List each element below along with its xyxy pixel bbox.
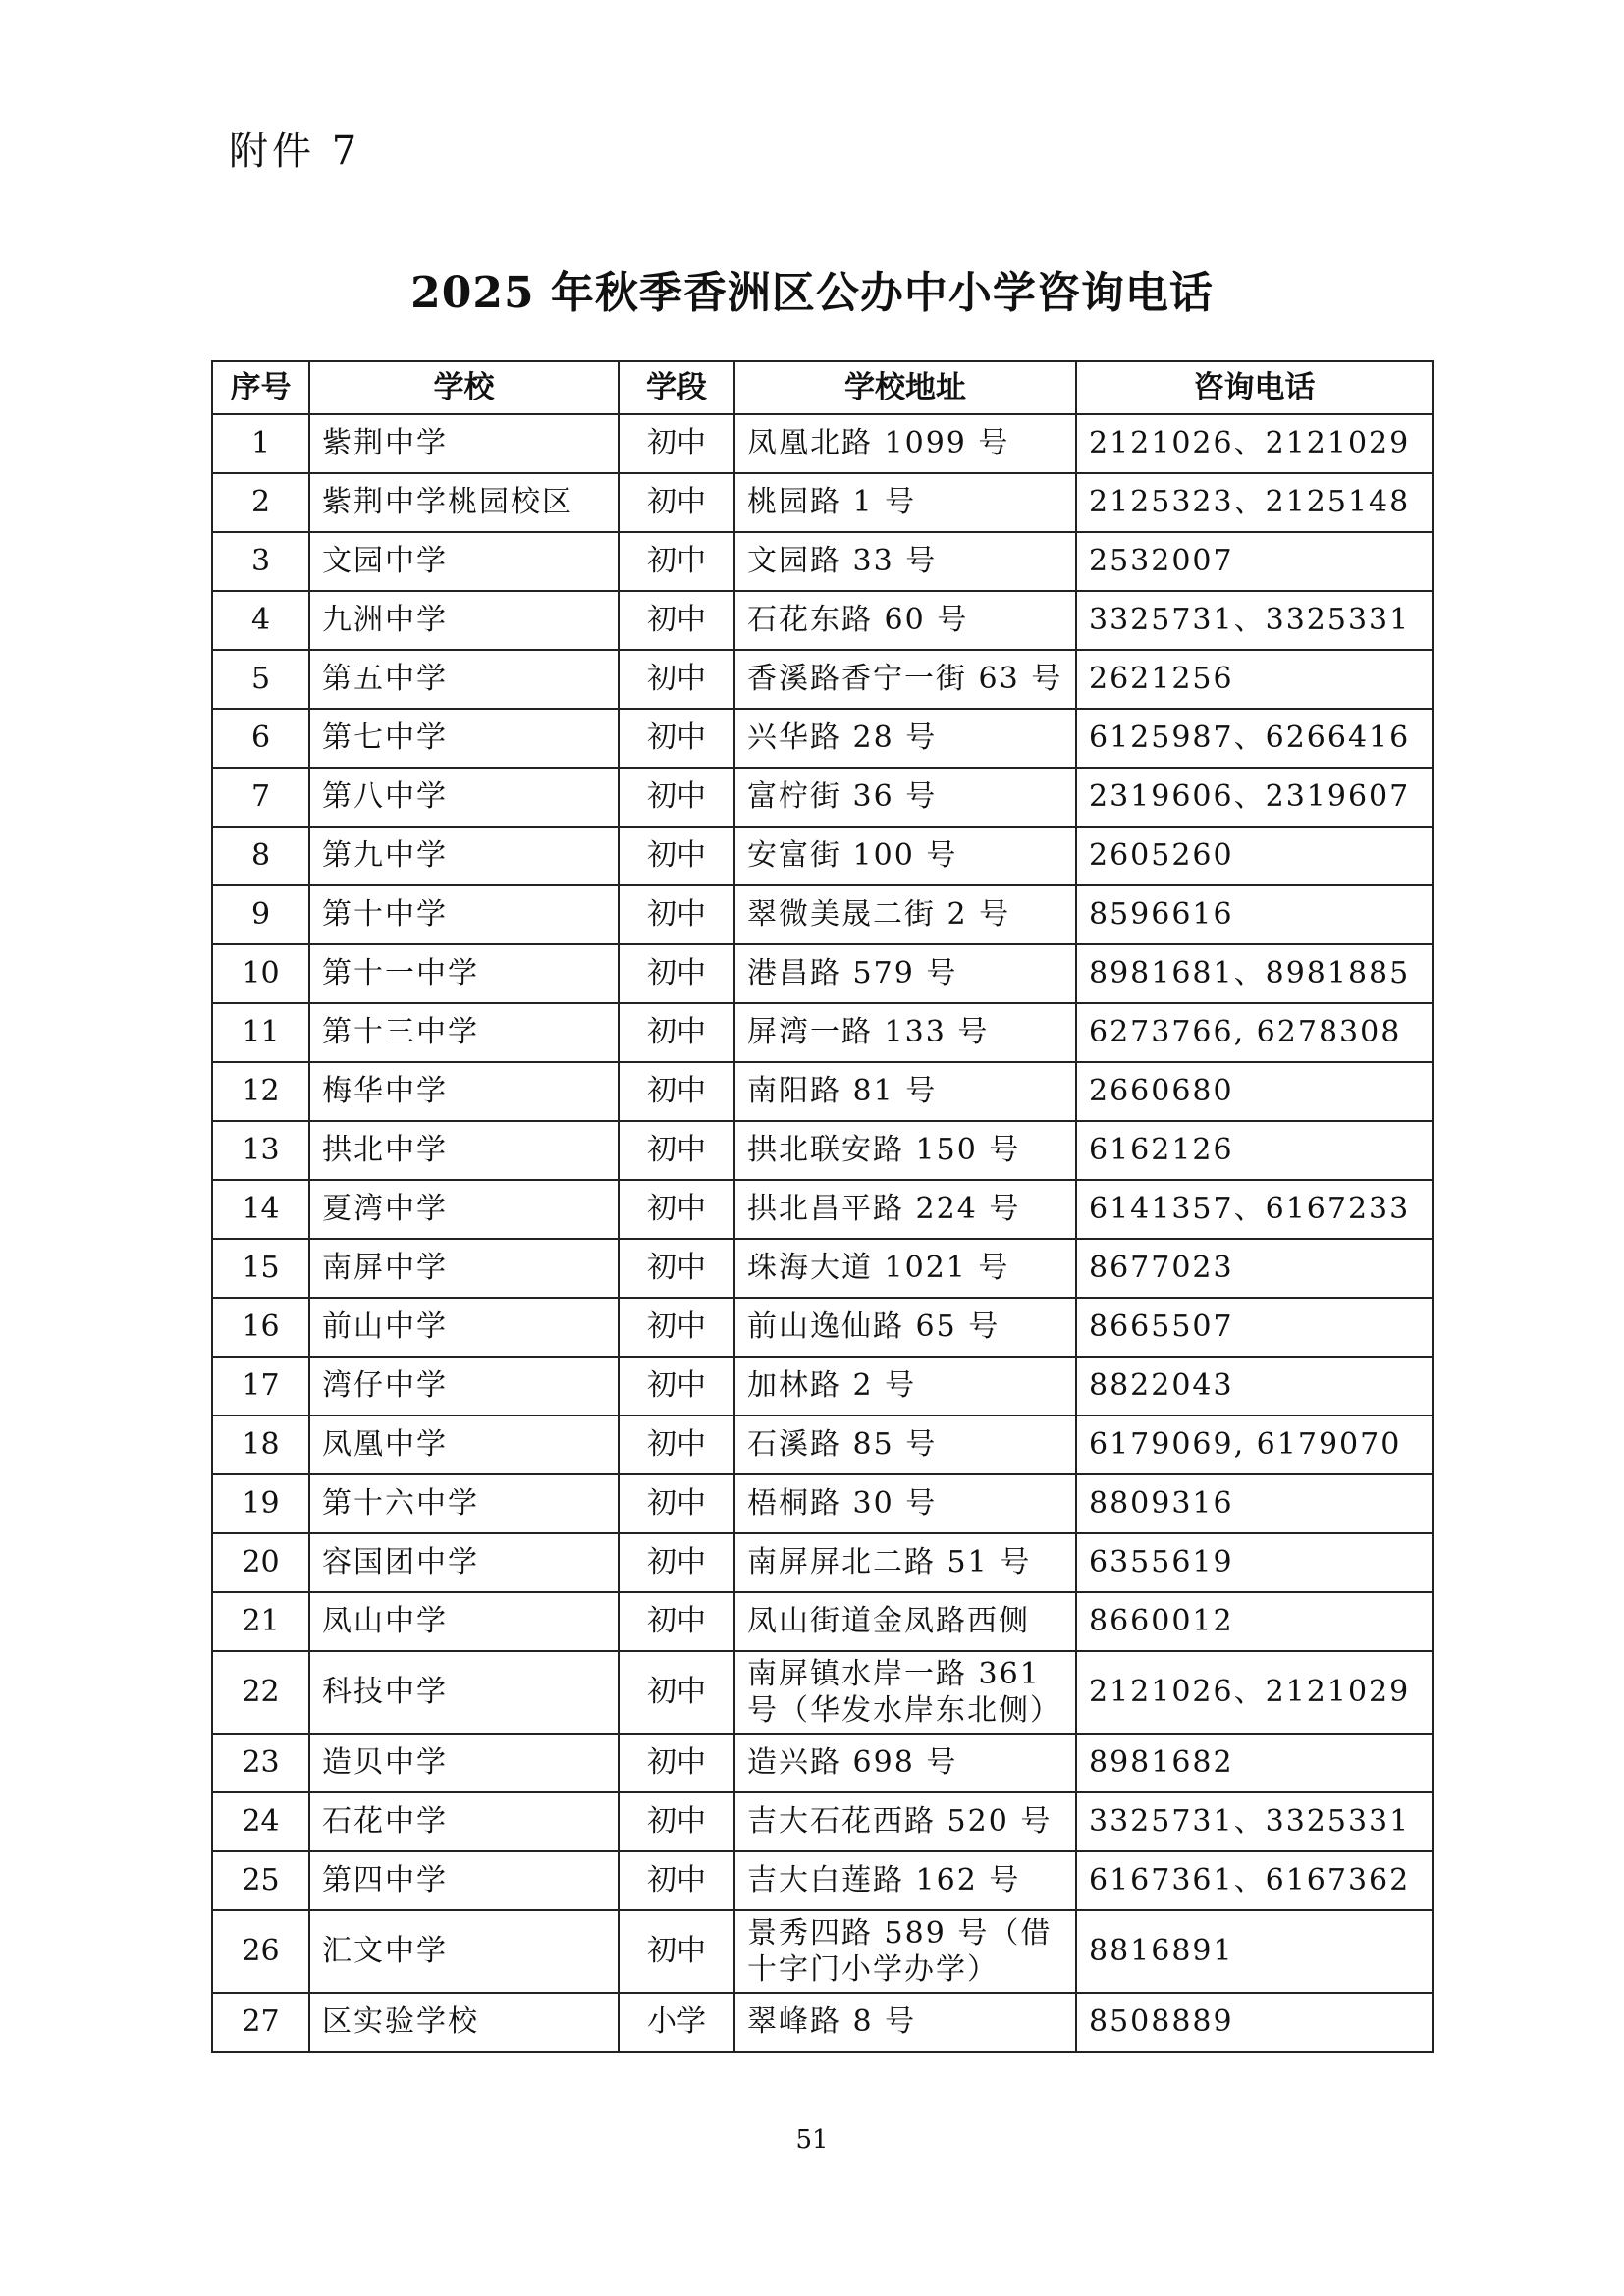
table-row — [212, 532, 1433, 591]
cell-school: 容国团中学 — [309, 1533, 619, 1592]
cell-stage: 初中 — [619, 768, 734, 827]
table-row — [212, 650, 1433, 709]
cell-school: 前山中学 — [309, 1298, 619, 1357]
table-body — [212, 414, 1433, 2052]
table-row — [212, 885, 1433, 944]
cell-stage: 初中 — [619, 414, 734, 473]
cell-address: 翠微美晟二街 2 号 — [734, 885, 1076, 944]
cell-address: 香溪路香宁一街 63 号 — [734, 650, 1076, 709]
table-row — [212, 827, 1433, 885]
cell-phone: 8822043 — [1076, 1357, 1433, 1415]
cell-stage: 初中 — [619, 1792, 734, 1851]
cell-school: 第十一中学 — [309, 944, 619, 1003]
cell-school: 第十中学 — [309, 885, 619, 944]
cell-school: 第七中学 — [309, 709, 619, 768]
cell-school: 凤山中学 — [309, 1592, 619, 1651]
cell-stage: 初中 — [619, 1474, 734, 1533]
cell-stage: 初中 — [619, 591, 734, 650]
cell-address: 梧桐路 30 号 — [734, 1474, 1076, 1533]
cell-stage: 初中 — [619, 885, 734, 944]
attachment-label: 附件 7 — [229, 129, 361, 174]
document-title: 2025 年秋季香洲区公办中小学咨询电话 — [410, 268, 1214, 318]
table-row — [212, 1592, 1433, 1651]
cell-phone: 2121026、2121029 — [1076, 1651, 1433, 1734]
cell-address: 南屏屏北二路 51 号 — [734, 1533, 1076, 1592]
table-row — [212, 1062, 1433, 1121]
cell-address: 珠海大道 1021 号 — [734, 1239, 1076, 1298]
table-header-row — [212, 361, 1433, 414]
cell-no: 24 — [212, 1792, 309, 1851]
cell-stage: 初中 — [619, 1239, 734, 1298]
cell-address: 吉大白莲路 162 号 — [734, 1851, 1076, 1910]
cell-address: 景秀四路 589 号（借十字门小学办学） — [734, 1910, 1076, 1993]
cell-address: 凤凰北路 1099 号 — [734, 414, 1076, 473]
cell-school: 紫荆中学 — [309, 414, 619, 473]
cell-no: 5 — [212, 650, 309, 709]
cell-no: 3 — [212, 532, 309, 591]
cell-stage: 初中 — [619, 1910, 734, 1993]
cell-stage: 初中 — [619, 1298, 734, 1357]
table-row — [212, 1851, 1433, 1910]
cell-school: 夏湾中学 — [309, 1180, 619, 1239]
cell-phone: 6273766, 6278308 — [1076, 1003, 1433, 1062]
header-stage: 学段 — [619, 361, 734, 414]
cell-address: 港昌路 579 号 — [734, 944, 1076, 1003]
cell-phone: 2605260 — [1076, 827, 1433, 885]
cell-phone: 8809316 — [1076, 1474, 1433, 1533]
cell-phone: 8981682 — [1076, 1734, 1433, 1792]
cell-no: 18 — [212, 1415, 309, 1474]
table-row — [212, 414, 1433, 473]
cell-phone: 8816891 — [1076, 1910, 1433, 1993]
cell-stage: 初中 — [619, 1121, 734, 1180]
table-row — [212, 1533, 1433, 1592]
cell-no: 25 — [212, 1851, 309, 1910]
cell-phone: 8677023 — [1076, 1239, 1433, 1298]
cell-address: 前山逸仙路 65 号 — [734, 1298, 1076, 1357]
cell-phone: 8508889 — [1076, 1993, 1433, 2052]
cell-stage: 初中 — [619, 1592, 734, 1651]
cell-address: 石溪路 85 号 — [734, 1415, 1076, 1474]
cell-stage: 初中 — [619, 827, 734, 885]
cell-stage: 初中 — [619, 1734, 734, 1792]
cell-address: 文园路 33 号 — [734, 532, 1076, 591]
cell-stage: 初中 — [619, 1651, 734, 1734]
cell-address: 加林路 2 号 — [734, 1357, 1076, 1415]
cell-school: 凤凰中学 — [309, 1415, 619, 1474]
cell-address: 桃园路 1 号 — [734, 473, 1076, 532]
cell-address: 富柠街 36 号 — [734, 768, 1076, 827]
cell-address: 拱北联安路 150 号 — [734, 1121, 1076, 1180]
cell-phone: 2621256 — [1076, 650, 1433, 709]
cell-school: 第十六中学 — [309, 1474, 619, 1533]
table-row — [212, 1734, 1433, 1792]
table-row — [212, 1180, 1433, 1239]
cell-stage: 初中 — [619, 1357, 734, 1415]
cell-phone: 8660012 — [1076, 1592, 1433, 1651]
cell-no: 13 — [212, 1121, 309, 1180]
cell-address: 石花东路 60 号 — [734, 591, 1076, 650]
cell-phone: 3325731、3325331 — [1076, 591, 1433, 650]
cell-school: 梅华中学 — [309, 1062, 619, 1121]
cell-phone: 8981681、8981885 — [1076, 944, 1433, 1003]
cell-phone: 2660680 — [1076, 1062, 1433, 1121]
table-row — [212, 768, 1433, 827]
cell-no: 12 — [212, 1062, 309, 1121]
table-row — [212, 1239, 1433, 1298]
table-row — [212, 1910, 1433, 1993]
cell-no: 17 — [212, 1357, 309, 1415]
cell-school: 第四中学 — [309, 1851, 619, 1910]
cell-address: 翠峰路 8 号 — [734, 1993, 1076, 2052]
cell-address: 安富街 100 号 — [734, 827, 1076, 885]
table-row — [212, 709, 1433, 768]
table-row — [212, 1474, 1433, 1533]
cell-phone: 6141357、6167233 — [1076, 1180, 1433, 1239]
cell-school: 第九中学 — [309, 827, 619, 885]
cell-stage: 初中 — [619, 473, 734, 532]
cell-phone: 6167361、6167362 — [1076, 1851, 1433, 1910]
cell-no: 27 — [212, 1993, 309, 2052]
cell-phone: 8665507 — [1076, 1298, 1433, 1357]
cell-phone: 2532007 — [1076, 532, 1433, 591]
table-row — [212, 473, 1433, 532]
cell-no: 19 — [212, 1474, 309, 1533]
table-row — [212, 1993, 1433, 2052]
cell-school: 紫荆中学桃园校区 — [309, 473, 619, 532]
cell-stage: 初中 — [619, 1415, 734, 1474]
cell-school: 区实验学校 — [309, 1993, 619, 2052]
cell-phone: 2125323、2125148 — [1076, 473, 1433, 532]
cell-address: 拱北昌平路 224 号 — [734, 1180, 1076, 1239]
page-number: 51 — [795, 2125, 829, 2155]
header-phone: 咨询电话 — [1076, 361, 1433, 414]
cell-stage: 小学 — [619, 1993, 734, 2052]
cell-school: 第十三中学 — [309, 1003, 619, 1062]
cell-school: 文园中学 — [309, 532, 619, 591]
cell-stage: 初中 — [619, 1062, 734, 1121]
cell-phone: 6162126 — [1076, 1121, 1433, 1180]
table-row — [212, 1298, 1433, 1357]
cell-stage: 初中 — [619, 1180, 734, 1239]
cell-address: 造兴路 698 号 — [734, 1734, 1076, 1792]
cell-school: 第八中学 — [309, 768, 619, 827]
cell-no: 9 — [212, 885, 309, 944]
cell-no: 2 — [212, 473, 309, 532]
cell-school: 石花中学 — [309, 1792, 619, 1851]
cell-no: 15 — [212, 1239, 309, 1298]
cell-school: 南屏中学 — [309, 1239, 619, 1298]
cell-address: 兴华路 28 号 — [734, 709, 1076, 768]
cell-stage: 初中 — [619, 532, 734, 591]
table-row — [212, 1003, 1433, 1062]
cell-address: 南阳路 81 号 — [734, 1062, 1076, 1121]
cell-phone: 6355619 — [1076, 1533, 1433, 1592]
school-contact-table — [211, 360, 1434, 2053]
cell-stage: 初中 — [619, 1533, 734, 1592]
table-row — [212, 591, 1433, 650]
cell-address: 凤山街道金凤路西侧 — [734, 1592, 1076, 1651]
cell-no: 26 — [212, 1910, 309, 1993]
cell-phone: 2319606、2319607 — [1076, 768, 1433, 827]
cell-phone: 2121026、2121029 — [1076, 414, 1433, 473]
cell-no: 21 — [212, 1592, 309, 1651]
cell-no: 14 — [212, 1180, 309, 1239]
table-row — [212, 1357, 1433, 1415]
cell-no: 8 — [212, 827, 309, 885]
cell-stage: 初中 — [619, 944, 734, 1003]
table-row — [212, 1415, 1433, 1474]
cell-no: 23 — [212, 1734, 309, 1792]
cell-no: 4 — [212, 591, 309, 650]
cell-no: 6 — [212, 709, 309, 768]
cell-phone: 8596616 — [1076, 885, 1433, 944]
cell-school: 湾仔中学 — [309, 1357, 619, 1415]
cell-no: 11 — [212, 1003, 309, 1062]
cell-no: 22 — [212, 1651, 309, 1734]
cell-address: 南屏镇水岸一路 361 号（华发水岸东北侧） — [734, 1651, 1076, 1734]
cell-school: 第五中学 — [309, 650, 619, 709]
table-row — [212, 1651, 1433, 1734]
cell-stage: 初中 — [619, 1003, 734, 1062]
table-row — [212, 944, 1433, 1003]
header-address: 学校地址 — [734, 361, 1076, 414]
header-no: 序号 — [212, 361, 309, 414]
table-row — [212, 1121, 1433, 1180]
cell-school: 造贝中学 — [309, 1734, 619, 1792]
cell-school: 科技中学 — [309, 1651, 619, 1734]
cell-phone: 3325731、3325331 — [1076, 1792, 1433, 1851]
cell-address: 吉大石花西路 520 号 — [734, 1792, 1076, 1851]
cell-school: 拱北中学 — [309, 1121, 619, 1180]
cell-school: 九洲中学 — [309, 591, 619, 650]
cell-address: 屏湾一路 133 号 — [734, 1003, 1076, 1062]
cell-phone: 6125987、6266416 — [1076, 709, 1433, 768]
cell-phone: 6179069, 6179070 — [1076, 1415, 1433, 1474]
cell-school: 汇文中学 — [309, 1910, 619, 1993]
table-row — [212, 1792, 1433, 1851]
cell-stage: 初中 — [619, 1851, 734, 1910]
cell-no: 10 — [212, 944, 309, 1003]
cell-stage: 初中 — [619, 650, 734, 709]
cell-no: 20 — [212, 1533, 309, 1592]
cell-no: 7 — [212, 768, 309, 827]
cell-no: 16 — [212, 1298, 309, 1357]
cell-stage: 初中 — [619, 709, 734, 768]
header-school: 学校 — [309, 361, 619, 414]
cell-no: 1 — [212, 414, 309, 473]
